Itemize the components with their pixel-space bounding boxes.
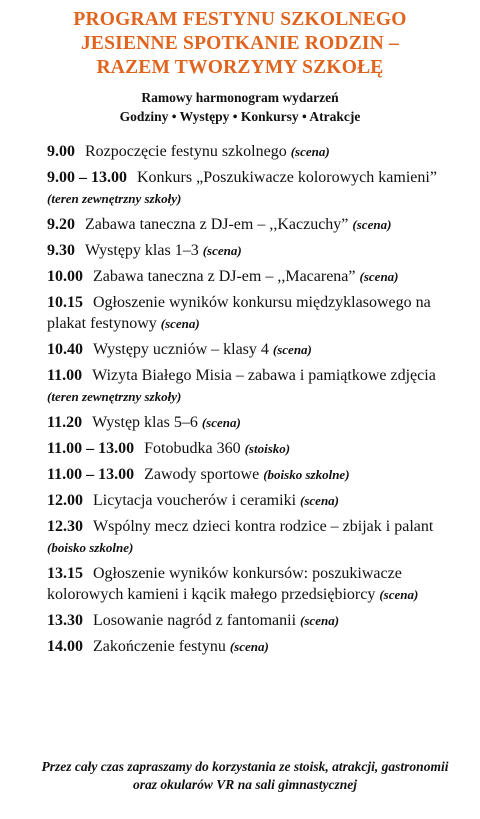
- footer-note-line-2: oraz okularów VR na sali gimnastycznej: [133, 777, 357, 792]
- schedule-event: [47, 292, 450, 334]
- event-location: (scena): [300, 613, 340, 628]
- event-description: Wizyta Białego Misia – zabawa i pamiątkowe zdjęcia: [92, 367, 436, 384]
- event-location: (boisko szkolne): [263, 467, 350, 482]
- schedule-event: [47, 636, 450, 657]
- event-description: Ogłoszenie wyników konkursu międzyklasowego na plakat festynowy: [47, 294, 431, 332]
- event-time: 11.20: [47, 414, 83, 431]
- event-time: 10.15: [47, 294, 83, 311]
- event-description: Występy uczniów – klasy 4: [93, 341, 269, 358]
- event-description: Licytacja voucherów i ceramiki: [93, 492, 297, 509]
- event-location: (scena): [290, 144, 330, 159]
- event-location: (scena): [201, 415, 241, 430]
- program-title-line-1: PROGRAM FESTYNU SZKOLNEGO: [73, 9, 407, 30]
- event-time: 13.30: [47, 612, 83, 629]
- event-time: 9.20: [47, 216, 75, 233]
- event-location: (stoisko): [244, 441, 291, 456]
- program-header: [47, 8, 450, 126]
- event-location: (teren zewnętrzny szkoły): [47, 389, 182, 404]
- event-location: (scena): [359, 269, 399, 284]
- schedule-event: [47, 563, 450, 605]
- schedule-event: [47, 240, 450, 261]
- event-description: Konkurs „Poszukiwacze kolorowych kamieni”: [137, 169, 437, 186]
- schedule-event: [47, 266, 450, 287]
- event-location: (scena): [300, 493, 340, 508]
- event-time: 11.00 – 13.00: [47, 440, 135, 457]
- event-description: Rozpoczęcie festynu szkolnego: [85, 143, 287, 160]
- event-description: Losowanie nagród z fantomanii: [93, 612, 297, 629]
- schedule-subtitle: Ramowy harmonogram wydarzeń: [141, 90, 339, 105]
- schedule-event: [47, 490, 450, 511]
- event-description: Ogłoszenie wyników konkursów: poszukiwacze kolorowych kamieni i kącik małego przedsiębiorcy: [47, 565, 402, 603]
- event-description: Fotobudka 360: [144, 440, 241, 457]
- event-time: 11.00 – 13.00: [47, 466, 135, 483]
- event-description: Występ klas 5–6: [92, 414, 198, 431]
- schedule-event: [47, 339, 450, 360]
- event-location: (scena): [202, 243, 242, 258]
- event-time: 10.00: [47, 268, 83, 285]
- event-description: Występy klas 1–3: [85, 242, 199, 259]
- event-time: 12.30: [47, 518, 83, 535]
- event-time: 10.40: [47, 341, 83, 358]
- schedule-event: [47, 167, 450, 209]
- schedule-event: [47, 438, 450, 459]
- schedule-event: [47, 464, 450, 485]
- program-footer: [30, 758, 460, 794]
- event-time: 11.00: [47, 367, 83, 384]
- event-time: 13.15: [47, 565, 83, 582]
- event-location: (scena): [229, 639, 269, 654]
- schedule-categories: Godziny • Występy • Konkursy • Atrakcje: [119, 109, 361, 124]
- schedule-event: [47, 214, 450, 235]
- event-location: (boisko szkolne): [47, 540, 134, 555]
- event-location: (teren zewnętrzny szkoły): [47, 191, 182, 206]
- event-description: Wspólny mecz dzieci kontra rodzice – zbijak i palant: [93, 518, 434, 535]
- schedule-event: [47, 412, 450, 433]
- event-time: 12.00: [47, 492, 83, 509]
- schedule-event: [47, 141, 450, 162]
- event-time: 9.30: [47, 242, 75, 259]
- event-location: (scena): [272, 342, 312, 357]
- schedule-event: [47, 516, 450, 558]
- event-location: (scena): [352, 217, 392, 232]
- event-description: Zabawa taneczna z DJ-em – ,,Kaczuchy”: [85, 216, 349, 233]
- schedule-event: [47, 610, 450, 631]
- event-time: 14.00: [47, 638, 83, 655]
- event-schedule: [47, 141, 450, 657]
- program-title-line-3: RAZEM TWORZYMY SZKOŁĘ: [96, 57, 384, 78]
- event-description: Zabawa taneczna z DJ-em – ,,Macarena”: [93, 268, 356, 285]
- footer-note-line-1: Przez cały czas zapraszamy do korzystania ze stoisk, atrakcji, gastronomii: [41, 759, 449, 774]
- event-description: Zawody sportowe: [144, 466, 260, 483]
- schedule-event: [47, 365, 450, 407]
- event-location: (scena): [160, 316, 200, 331]
- event-location: (scena): [379, 587, 419, 602]
- program-title-line-2: JESIENNE SPOTKANIE RODZIN –: [80, 33, 399, 54]
- event-time: 9.00: [47, 143, 75, 160]
- event-description: Zakończenie festynu: [93, 638, 226, 655]
- event-time: 9.00 – 13.00: [47, 169, 127, 186]
